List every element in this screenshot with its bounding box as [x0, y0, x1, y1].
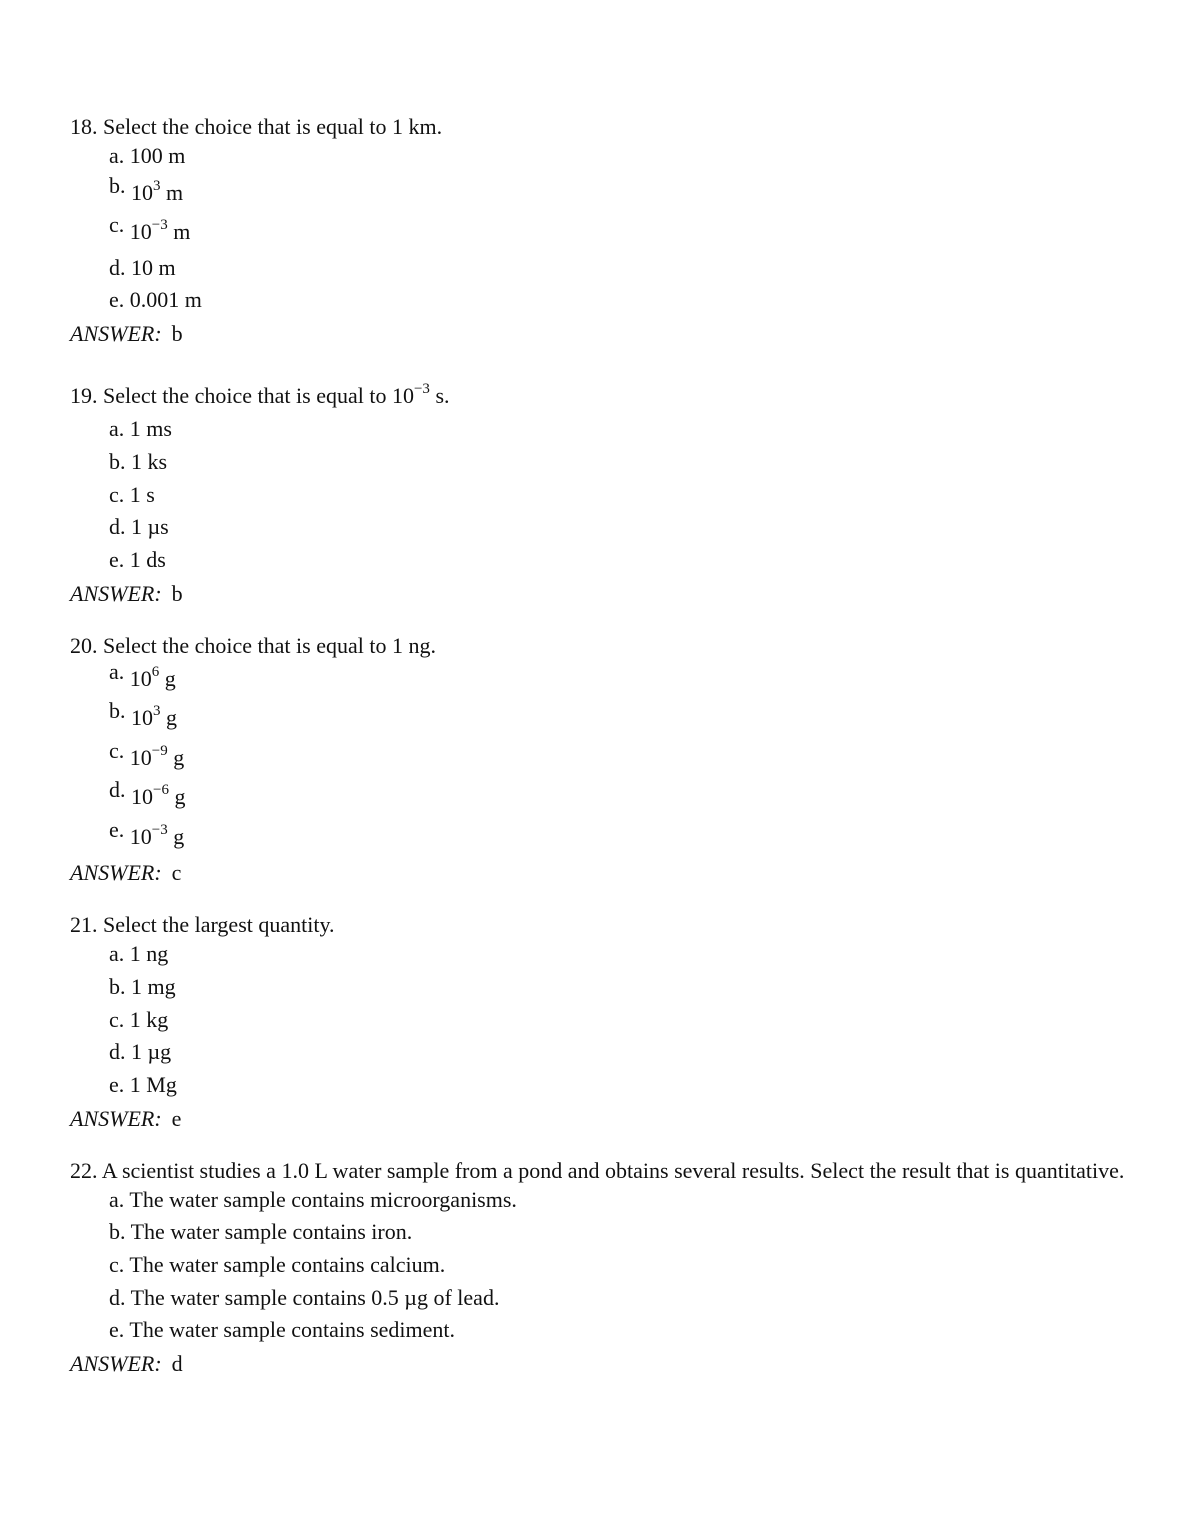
choice-a: a. The water sample contains microorganisms.	[109, 1186, 517, 1212]
choice-list	[70, 413, 1130, 577]
question-21	[70, 911, 1130, 1135]
answer-value: b	[171, 321, 183, 347]
choice-b: b. 1 ks	[109, 448, 168, 474]
answer-label: ANSWER:	[70, 1351, 162, 1377]
choice-list	[70, 1184, 1130, 1348]
choice-d: d. 1 µg	[109, 1039, 172, 1065]
question-22	[70, 1157, 1130, 1381]
choice-c: c. 1 s	[109, 481, 155, 507]
question-20	[70, 632, 1130, 890]
choice-a: a. 1 ms	[109, 416, 172, 442]
choice-a: a. 1 ng	[109, 941, 169, 967]
question-stem: 22. A scientist studies a 1.0 L water sample from a pond and obtains several results. Select the result that is quantitative.	[70, 1157, 1125, 1183]
choice-d: d. $10^{-6}$ g	[109, 777, 186, 810]
choice-list	[70, 140, 1130, 317]
choice-c: c. 1 kg	[109, 1006, 169, 1032]
choice-b: b. $10^3$ m	[109, 172, 184, 205]
answer-label: ANSWER:	[70, 321, 162, 347]
answer-label: ANSWER:	[70, 1105, 162, 1131]
choice-a: a. 100 m	[109, 143, 186, 168]
answer-line	[70, 1348, 1130, 1380]
question-stem: 21. Select the largest quantity.	[70, 912, 335, 938]
answer-value: b	[171, 580, 183, 606]
choice-b: b. The water sample contains iron.	[109, 1219, 413, 1245]
choice-c: c. $10^{-9}$ g	[109, 737, 185, 770]
question-stem: 19. Select the choice that is equal to $10^{-3}$ s.	[70, 381, 450, 409]
document-page	[70, 113, 1130, 1402]
choice-list	[70, 938, 1130, 1102]
choice-d: d. The water sample contains 0.5 µg of lead.	[109, 1284, 500, 1310]
answer-value: c	[171, 860, 182, 886]
answer-label: ANSWER:	[70, 860, 162, 886]
answer-value: e	[171, 1105, 182, 1131]
question-stem: 18. Select the choice that is equal to 1 km.	[70, 114, 443, 139]
question-19	[70, 382, 1130, 610]
choice-b: b. 1 mg	[109, 973, 176, 999]
choice-e: e. The water sample contains sediment.	[109, 1317, 455, 1343]
choice-e: e. 1 Mg	[109, 1071, 177, 1097]
answer-line	[70, 318, 1130, 350]
choice-b: b. $10^3$ g	[109, 698, 177, 731]
choice-a: a. $10^6$ g	[109, 658, 176, 691]
choice-c: c. $10^{-3}$ m	[109, 212, 191, 245]
choice-c: c. The water sample contains calcium.	[109, 1252, 446, 1278]
choice-d: d. 1 µs	[109, 514, 169, 540]
choice-e: e. 1 ds	[109, 546, 166, 572]
choice-e: e. $10^{-3}$ g	[109, 816, 185, 849]
choice-e: e. 0.001 m	[109, 287, 202, 313]
question-18	[70, 113, 1130, 350]
answer-label: ANSWER:	[70, 580, 162, 606]
choice-d: d. 10 m	[109, 254, 176, 280]
choice-list	[70, 659, 1130, 857]
answer-value: d	[171, 1351, 183, 1377]
answer-line	[70, 578, 1130, 610]
question-stem: 20. Select the choice that is equal to 1 ng.	[70, 632, 436, 658]
answer-line	[70, 1103, 1130, 1135]
answer-line	[70, 857, 1130, 889]
